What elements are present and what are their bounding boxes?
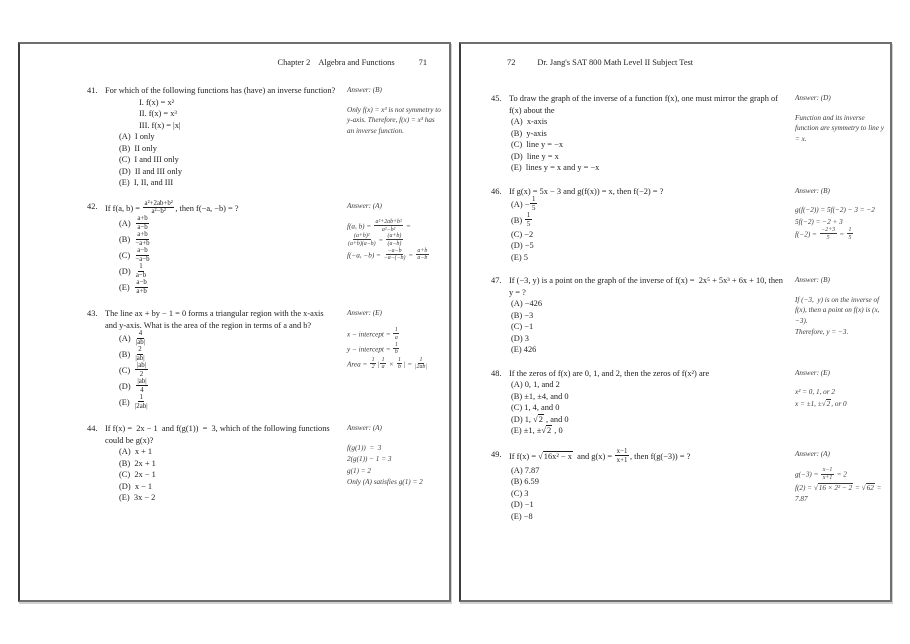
page-72 — [459, 42, 892, 602]
answer-column — [785, 186, 885, 243]
question-block — [491, 186, 885, 264]
answer-column — [337, 423, 441, 489]
fraction: $\frac{\text{a²+2ab+b²}}{\text{a²−b²}}$ — [375, 219, 402, 233]
option-line: (D) 3 — [511, 333, 529, 343]
question-number: 47. — [491, 276, 502, 286]
fraction: $\frac{1}{a}$ — [394, 326, 398, 341]
question-block — [87, 201, 441, 297]
question-head — [87, 308, 337, 331]
fraction: $\frac{2}{|ab|}$ — [135, 346, 145, 363]
fraction: $\frac{4}{|ab|}$ — [135, 330, 146, 347]
answer-label: Answer: (A) — [795, 449, 830, 458]
option-line: (B) 2x + 1 — [119, 458, 156, 468]
fraction: $\frac{a-b}{-a-b}$ — [135, 247, 150, 264]
square-root: √2 — [821, 399, 831, 408]
question-head — [491, 449, 785, 465]
option-line: (B) ±1, ±4, and 0 — [511, 391, 569, 401]
explanation-line: f(a, b) = $\frac{\text{a²+2ab+b²}}{\text{a²−b²}}$ = $\frac{\text{(a+b)²}}{(a+b)(a-b)}$ = $\frac{(a+b)}{(a-b)}$ — [347, 219, 413, 247]
question-block — [87, 85, 441, 189]
question-block — [491, 368, 885, 437]
fraction: $\frac{a+b}{a-b}$ — [137, 215, 148, 232]
option-line: (D) 1, √2 , and 0 — [511, 414, 569, 424]
explanation-line: f(−2) = $\frac{-2+3}{5}$ = $\frac{1}{5}$ — [795, 227, 852, 241]
square-root: √16 × 2² − 2 — [813, 484, 853, 493]
option-line: (A) 0, 1, and 2 — [511, 380, 560, 390]
fraction: $\frac{-a-b}{-a-(-b)}$ — [383, 247, 406, 262]
header-chapter: Chapter 2 — [277, 58, 311, 67]
option-line: (A) x-axis — [511, 117, 548, 126]
option-line: (C) line y = −x — [511, 140, 564, 149]
question-main — [87, 308, 337, 411]
answer-label: Answer: (B) — [347, 86, 382, 94]
option-line: (B) $\frac{1}{5}$ — [511, 211, 531, 228]
option-line: (E) 5 — [511, 252, 528, 262]
header-title: Dr. Jang's SAT 800 Math Level II Subject Test — [537, 58, 694, 67]
answer-explanation — [347, 443, 441, 488]
answer-label: Answer: (D) — [795, 94, 831, 102]
question-main — [87, 201, 337, 297]
explanation-line: f(g(1)) = 3 — [347, 443, 382, 452]
explanation-line: Function and its inverse function are symmetry to line y = x. — [795, 113, 886, 143]
option-line: (B) −3 — [511, 310, 534, 320]
question-options — [119, 216, 337, 296]
fraction: $\frac{x-1}{x+1}$ — [822, 467, 833, 482]
question-main — [491, 449, 785, 522]
option-line: (D) line y = x — [511, 151, 559, 161]
question-head — [87, 85, 337, 97]
fraction: $\frac{|ab|}{4}$ — [137, 378, 147, 394]
question-head — [491, 93, 785, 116]
option-line: (B) 6.59 — [511, 477, 539, 487]
question-head — [491, 368, 785, 380]
question-main — [491, 93, 785, 174]
answer-explanation — [795, 113, 885, 145]
question-options — [511, 298, 785, 356]
answer-explanation — [347, 328, 441, 372]
question-block — [491, 93, 885, 174]
question-head — [491, 275, 785, 298]
option-line: (C) 3 — [511, 488, 529, 498]
question-number: 41. — [87, 86, 98, 95]
fraction: $\frac{1}{b}$ — [398, 356, 401, 371]
option-line: (D) $\frac{1}{a-b}$ — [119, 263, 147, 280]
fraction: $\frac{1}{5}$ — [526, 211, 531, 228]
question-number: 45. — [491, 94, 502, 103]
option-line: (C) $\frac{|ab|}{2}$ — [119, 362, 147, 378]
question-number: 48. — [491, 368, 502, 378]
explanation-line: g(−3) = $\frac{x-1}{x+1}$ = 2 — [795, 467, 847, 482]
option-line: (E) $\frac{1}{|2ab|}$ — [119, 394, 148, 410]
question-block — [87, 308, 441, 411]
option-line: (C) −2 — [511, 229, 534, 239]
answer-label: Answer: (B) — [795, 276, 830, 285]
page-71 — [18, 42, 451, 602]
question-stem: If the zeros of f(x) are 0, 1, and 2, then the zeros of f(x²) are — [509, 368, 710, 378]
fraction: $\frac{1}{|2ab|}$ — [134, 394, 148, 410]
explanation-line: x − intercept = $\frac{1}{a}$ — [347, 326, 398, 341]
option-line: (A) $\frac{4}{|ab|}$ — [119, 330, 146, 347]
question-options — [511, 379, 785, 437]
answer-column — [785, 449, 885, 505]
fraction: $\frac{1}{5}$ — [531, 196, 536, 212]
fraction: $\frac{\text{a²+2ab+b²}}{\text{a²−b²}}$ — [144, 199, 173, 216]
answer-label: Answer: (E) — [347, 309, 382, 318]
option-line: (A) − $\frac{1}{5}$ — [511, 196, 536, 212]
fraction: $\frac{\text{(a+b)²}}{(a+b)(a-b)}$ — [348, 232, 376, 247]
option-line: (B) $\frac{a+b}{-a+b}$ — [119, 231, 150, 248]
question-number: 42. — [87, 201, 98, 211]
question-stem: For which of the following functions has (have) an inverse function? — [105, 86, 336, 95]
question-number: 44. — [87, 424, 98, 434]
page-header — [87, 57, 441, 68]
question-stem: If f(x) = 2x − 1 and f(g(1)) = 3, which of the following functions could be g(x)? — [105, 424, 332, 445]
option-line: (B) II only — [119, 143, 157, 153]
option-line: (C) 2x − 1 — [119, 470, 156, 480]
question-head — [87, 201, 337, 217]
answer-explanation — [795, 295, 885, 338]
fraction: $\frac{1}{2}$ — [371, 356, 375, 371]
question-number: 46. — [491, 186, 502, 196]
subitem-line: III. f(x) = |x| — [139, 120, 181, 130]
option-line: (B) $\frac{2}{|ab|}$ — [119, 346, 145, 363]
option-line: (C) 1, 4, and 0 — [511, 403, 560, 413]
question-list — [87, 85, 441, 504]
question-options — [119, 131, 337, 189]
option-line: (B) y-axis — [511, 128, 547, 138]
square-root: √2 — [541, 426, 552, 436]
option-line: (C) I and III only — [119, 155, 179, 164]
page-72-content — [461, 44, 890, 600]
fraction: $\frac{a+b}{-a+b}$ — [135, 231, 150, 248]
question-number: 43. — [87, 309, 98, 319]
question-subitems — [139, 97, 337, 132]
option-line: (A) −426 — [511, 299, 543, 309]
option-line: (C) −1 — [511, 322, 534, 332]
explanation-line: Only (A) satisfies g(1) = 2 — [347, 478, 423, 487]
explanation-line: g(f(−2)) = 5f(−2) − 3 = −2 — [795, 206, 875, 214]
answer-explanation — [795, 468, 885, 504]
question-options — [511, 116, 785, 174]
question-block — [87, 423, 441, 504]
question-block — [491, 275, 885, 356]
option-line: (D) x − 1 — [119, 481, 153, 491]
option-line: (D) −1 — [511, 500, 534, 510]
option-line: (E) −8 — [511, 511, 533, 521]
option-line: (E) $\frac{a-b}{a+b}$ — [119, 279, 147, 296]
question-main — [491, 368, 785, 437]
explanation-line: f(−a, −b) = $\frac{-a-b}{-a-(-b)}$ = $\frac{a+b}{a-b}$ — [347, 247, 428, 262]
fraction: $\frac{1}{a-b}$ — [135, 263, 147, 280]
explanation-line: g(1) = 2 — [347, 466, 372, 475]
fraction: $\frac{x-1}{x+1}$ — [616, 447, 628, 464]
subitem-line: I. f(x) = x² — [139, 97, 175, 107]
option-line: (E) 426 — [511, 345, 537, 355]
answer-explanation — [347, 105, 441, 137]
option-line: (C) $\frac{a-b}{-a-b}$ — [119, 247, 150, 264]
option-line: (A) I only — [119, 132, 155, 141]
answer-label: Answer: (E) — [795, 368, 830, 377]
header-title: Algebra and Functions — [318, 58, 395, 67]
fraction: $\frac{a+b}{a-b}$ — [417, 247, 428, 262]
option-line: (D) $\frac{|ab|}{4}$ — [119, 378, 147, 394]
question-options — [511, 197, 785, 263]
header-page-number: 71 — [418, 58, 427, 67]
question-block — [491, 449, 885, 522]
answer-explanation — [347, 220, 441, 263]
option-line: (E) ±1, ±√2 , 0 — [511, 426, 563, 436]
answer-column — [785, 275, 885, 339]
answer-label: Answer: (A) — [347, 201, 382, 210]
question-list — [491, 93, 885, 522]
explanation-line: f(2) = √16 × 2² − 2 = √62 = 7.87 — [795, 484, 884, 503]
question-stem: If (−3, y) is a point on the graph of the inverse of f(x) = 2x⁵ + 5x³ + 6x + 10, then y = ? — [509, 276, 786, 297]
fraction: $\frac{1}{|2ab|}$ — [414, 356, 427, 371]
fraction: $\frac{(a+b)}{(a-b)}$ — [387, 232, 402, 247]
fraction: $\frac{1}{5}$ — [848, 227, 852, 241]
answer-label: Answer: (B) — [795, 186, 830, 195]
explanation-line: x² = 0, 1, or 2 — [795, 388, 835, 397]
question-stem: If f(x) = √16x² − x and g(x) = $\frac{x-1}{x+1}$ , then f(g(−3)) = ? — [509, 447, 691, 464]
fraction: $\frac{a-b}{a+b}$ — [136, 279, 147, 296]
option-line: (A) $\frac{a+b}{a-b}$ — [119, 215, 148, 232]
explanation-line: Area = $\frac{1}{2}$ | $\frac{1}{a}$ × $\frac{1}{b}$ | = $\frac{1}{|2ab|}$ — [347, 356, 427, 371]
fraction: $\frac{|ab|}{2}$ — [136, 362, 147, 378]
explanation-line: If (−3, y) is on the inverse of f(x), then a point on f(x) is (x, −3). — [795, 295, 882, 325]
subitem-line: II. f(x) = x³ — [139, 109, 177, 118]
question-options — [119, 331, 337, 411]
question-options — [119, 446, 337, 504]
square-root: √16x² − x — [538, 451, 572, 461]
question-stem: If g(x) = 5x − 3 and g(f(x)) = x, then f(−2) = ? — [509, 186, 664, 196]
question-main — [491, 275, 785, 356]
option-line: (D) −5 — [511, 241, 534, 251]
question-main — [491, 186, 785, 264]
option-line: (A) x + 1 — [119, 447, 153, 457]
explanation-line: x = ±1, ±√2, or 0 — [795, 399, 847, 408]
question-stem: To draw the graph of the inverse of a function f(x), one must mirror the graph of f(x) about the — [509, 94, 781, 115]
question-head — [87, 423, 337, 446]
question-main — [87, 85, 337, 189]
page-header — [491, 57, 885, 68]
answer-column — [337, 201, 441, 264]
page-71-content — [20, 44, 449, 600]
answer-label: Answer: (A) — [347, 424, 382, 433]
fraction: $\frac{1}{b}$ — [394, 341, 398, 356]
explanation-line: y − intercept = $\frac{1}{b}$ — [347, 341, 398, 356]
header-page-number: 72 — [507, 58, 516, 67]
answer-column — [785, 93, 885, 145]
answer-explanation — [795, 387, 885, 409]
answer-explanation — [795, 205, 885, 242]
answer-column — [337, 85, 441, 137]
question-main — [87, 423, 337, 504]
explanation-line: 2(g(1)) − 1 = 3 — [347, 455, 392, 464]
question-number: 49. — [491, 449, 502, 459]
explanation-line: 5f(−2) = −2 + 3 — [795, 217, 843, 226]
explanation-line: Only f(x) = x³ is not symmetry to y-axis. Therefore, f(x) = x³ has an inverse function. — [347, 105, 443, 135]
option-line: (A) 7.87 — [511, 465, 540, 475]
fraction: $\frac{-2+3}{5}$ — [821, 227, 836, 241]
square-root: √2 — [533, 414, 543, 424]
question-options — [511, 465, 785, 523]
answer-column — [785, 368, 885, 411]
fraction: $\frac{1}{a}$ — [381, 356, 385, 371]
square-root: √62 — [861, 484, 874, 493]
option-line: (D) II and III only — [119, 166, 183, 176]
question-stem: The line ax + by − 1 = 0 forms a triangular region with the x-axis and y-axis. What is the area of the region in terms of a and b? — [105, 309, 326, 330]
explanation-line: Therefore, y = −3. — [795, 328, 849, 337]
question-stem: If f(a, b) = $\frac{\text{a²+2ab+b²}}{\text{a²−b²}}$ , then f(−a, −b) = ? — [105, 199, 239, 216]
option-line: (E) lines y = x and y = −x — [511, 163, 600, 172]
option-line: (E) I, II, and III — [119, 178, 174, 187]
answer-column — [337, 308, 441, 372]
option-line: (E) 3x − 2 — [119, 493, 156, 503]
